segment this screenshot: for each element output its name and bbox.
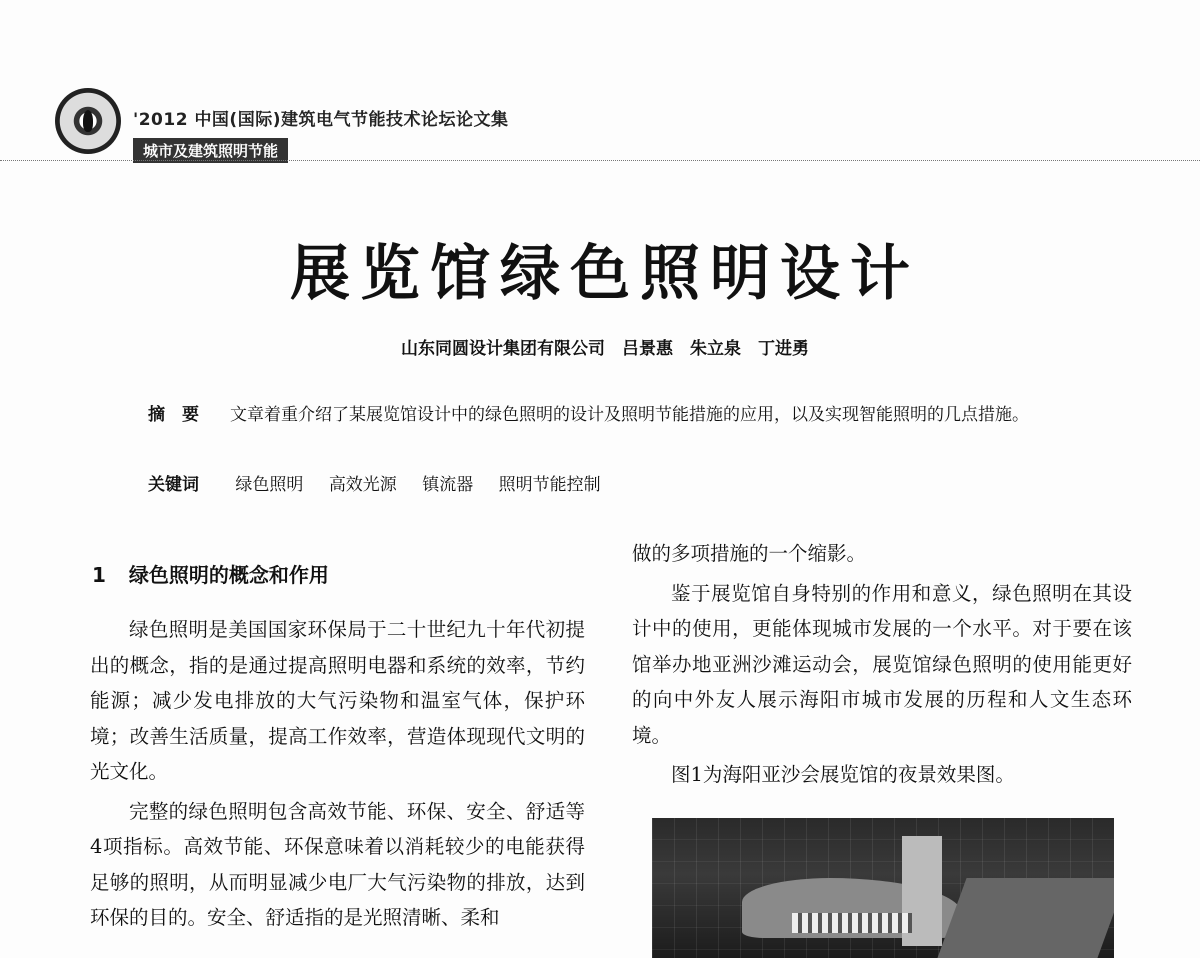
paragraph: 图1为海阳亚沙会展览馆的夜景效果图。 <box>671 763 1015 786</box>
logo-flame-icon <box>83 110 93 132</box>
paragraph: 完整的绿色照明包含高效节能、环保、安全、舒适等4项指标。高效节能、环保意味着以消耗较少的电能获得足够的照明，从而明显减少电厂大气污染物的排放，达到环保的目的。安全、舒适指的是光照清晰、柔和 <box>90 799 585 929</box>
keyword: 镇流器 <box>422 475 474 495</box>
abstract-text: 文章着重介绍了某展览馆设计中的绿色照明的设计及照明节能措施的应用，以及实现智能照明的几点措施。 <box>230 405 1029 425</box>
right-column <box>632 536 1132 797</box>
abstract-label: 摘 要 <box>148 405 199 425</box>
paragraph: 做的多项措施的一个缩影。 <box>632 542 867 565</box>
keyword: 绿色照明 <box>235 475 304 495</box>
section-title: 绿色照明的概念和作用 <box>128 563 329 587</box>
figure-building-wing <box>937 878 1114 958</box>
figure-lights <box>792 913 912 933</box>
keywords-label: 关键词 <box>148 475 199 495</box>
header-divider <box>0 160 1200 161</box>
paragraph: 绿色照明是美国国家环保局于二十世纪九十年代初提出的概念，指的是通过提高照明电器和系统的效率，节约能源；减少发电排放的大气污染物和温室气体，保护环境；改善生活质量，提高工作效率，营造体现现代文明的光文化。 <box>90 618 585 783</box>
keyword: 照明节能控制 <box>498 475 601 495</box>
left-column <box>90 612 585 940</box>
night-view-figure <box>652 818 1114 958</box>
keywords <box>148 470 621 495</box>
abstract <box>148 398 1078 432</box>
series-title: '2012 中国(国际)建筑电气节能技术论坛论文集 <box>133 110 509 130</box>
section-heading <box>92 559 329 588</box>
keyword: 高效光源 <box>328 475 397 495</box>
section-tag: 城市及建筑照明节能 <box>133 138 288 163</box>
authors: 山东同圆设计集团有限公司 吕景惠 朱立泉 丁进勇 <box>401 339 809 359</box>
paper-title: 展览馆绿色照明设计 <box>290 239 920 309</box>
paragraph: 鉴于展览馆自身特别的作用和意义，绿色照明在其设计中的使用，更能体现城市发展的一个水平。对于要在该馆举办地亚洲沙滩运动会，展览馆绿色照明的使用能更好的向中外友人展示海阳市城市发展的历程和人文生态环境。 <box>632 581 1132 747</box>
forum-logo <box>55 88 121 154</box>
section-number: 1 <box>92 563 106 587</box>
